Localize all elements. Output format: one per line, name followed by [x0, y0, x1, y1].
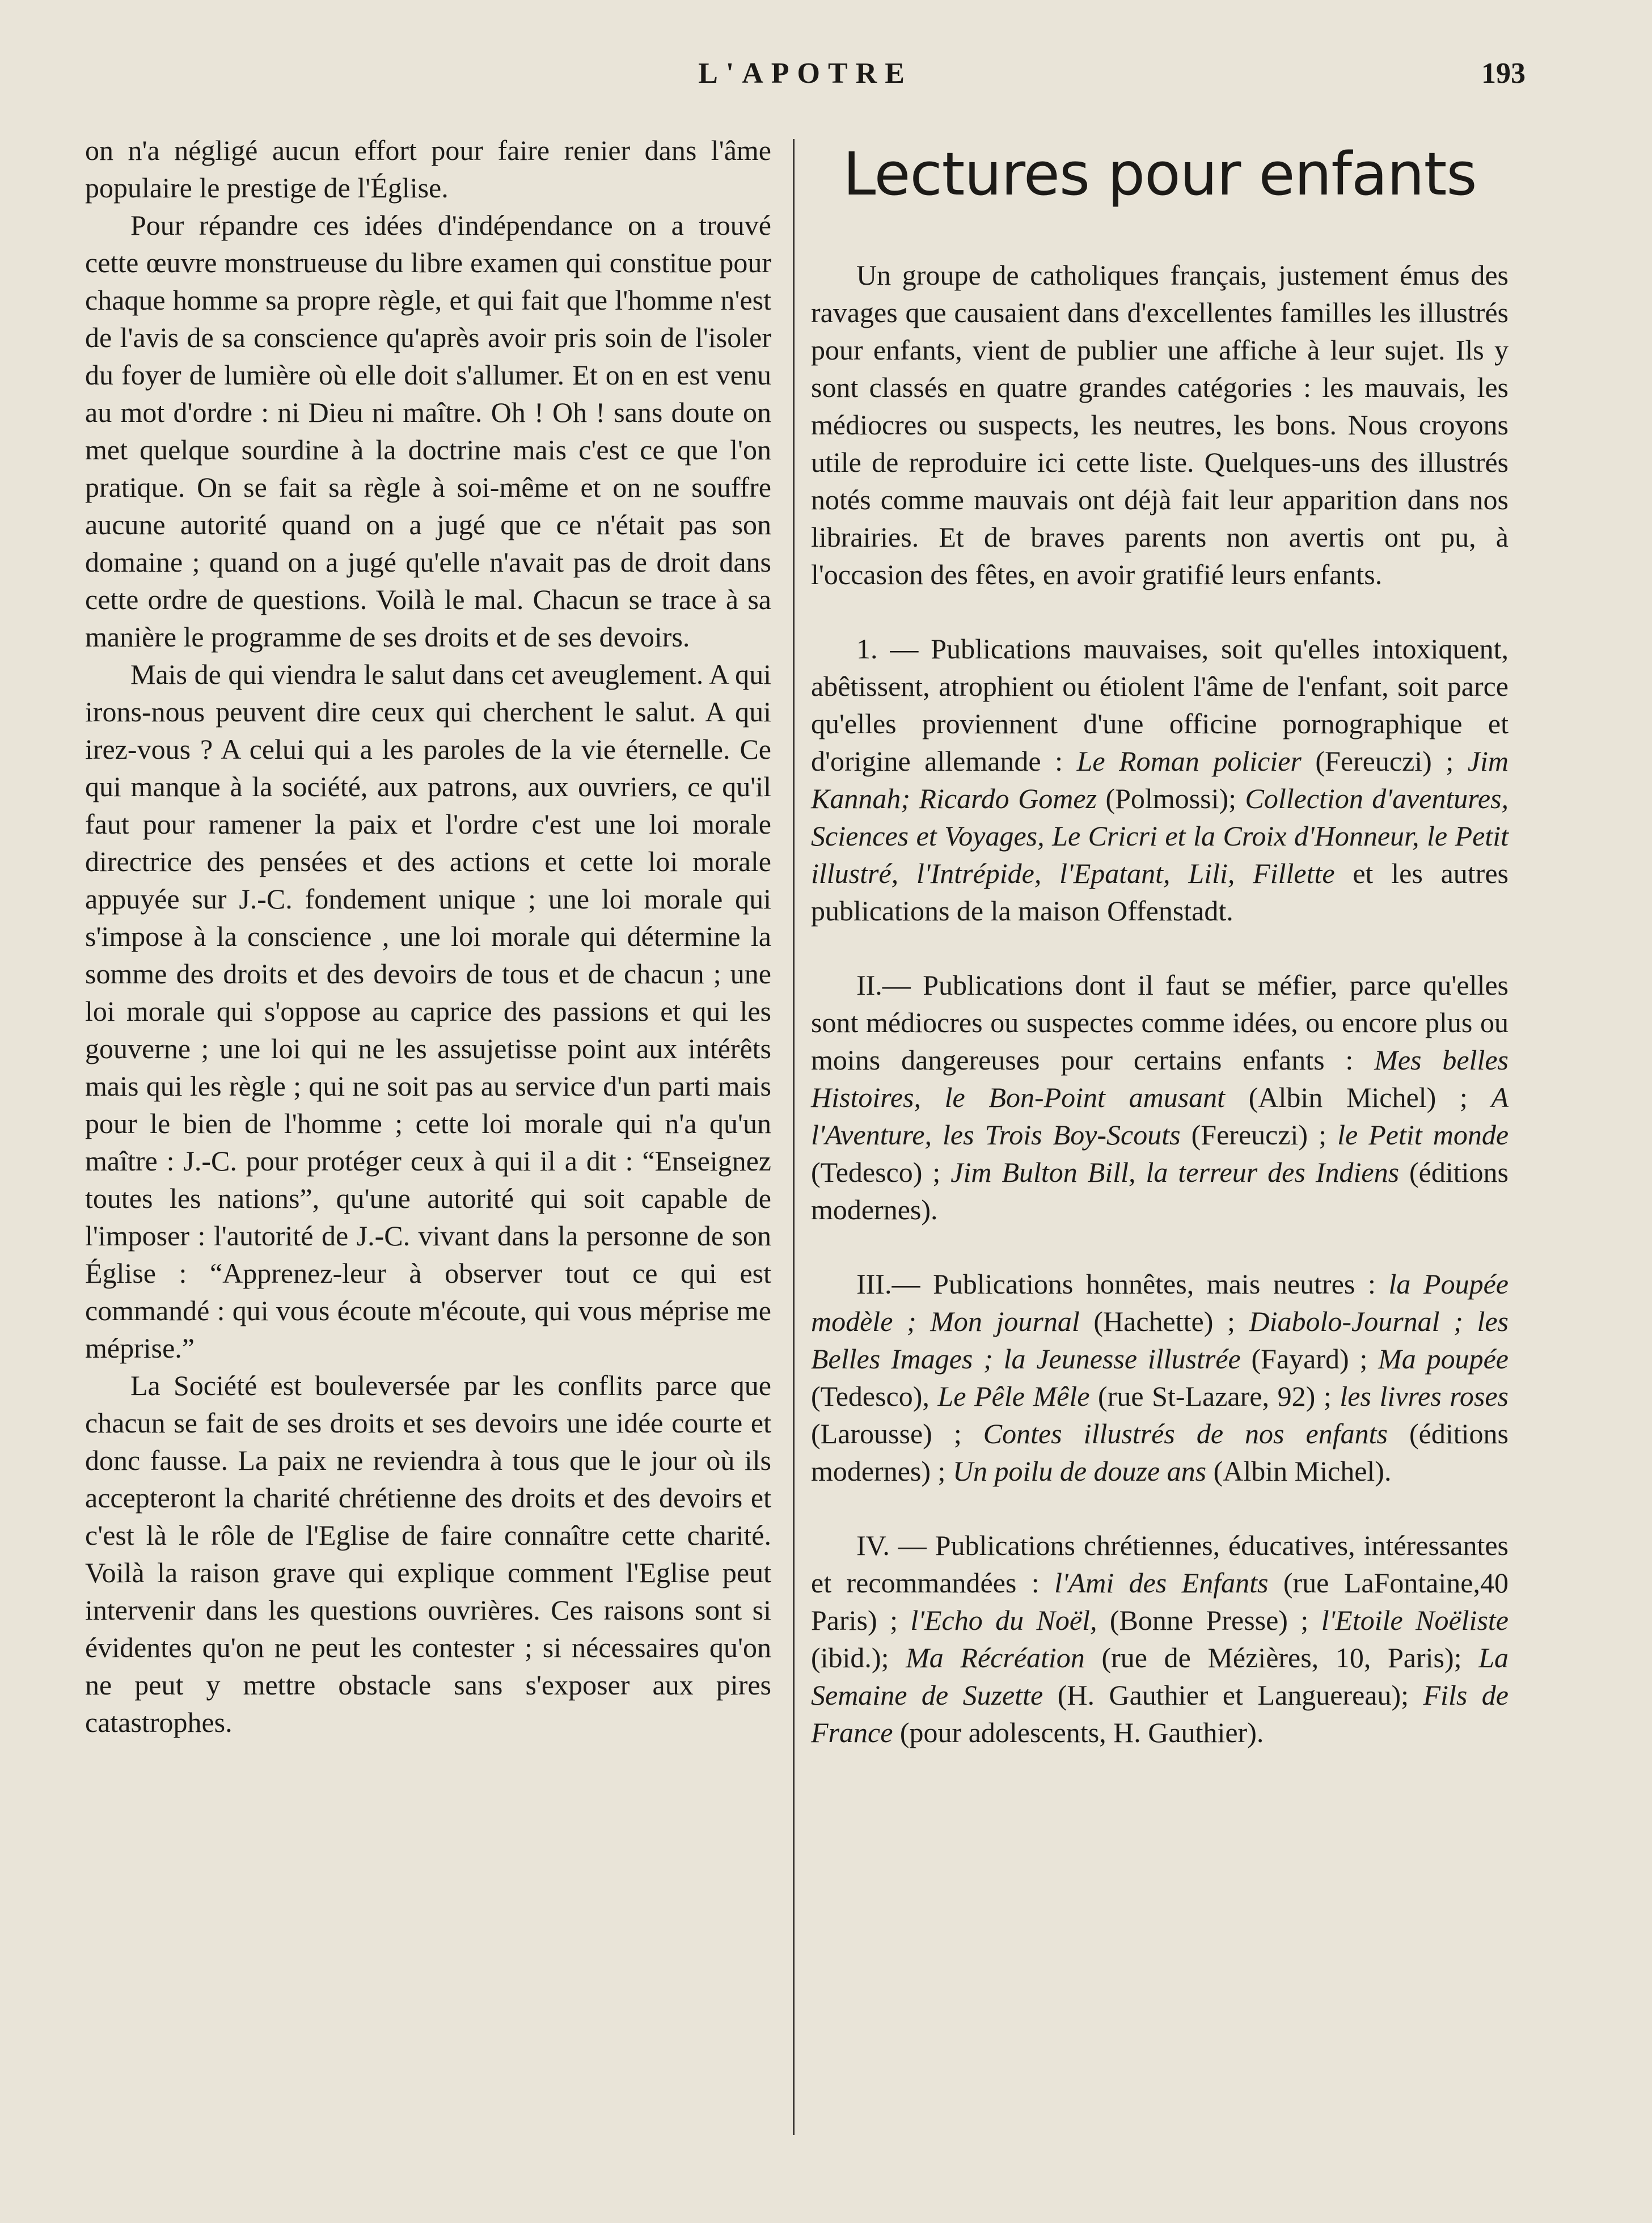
publication-title: l'Ami des Enfants	[1054, 1567, 1269, 1599]
publication-title: Diabolo-Journal ; les Belles Images ; la Jeunesse illustrée	[811, 1305, 1509, 1375]
publication-note: (éditions modernes).	[811, 1156, 1509, 1225]
publication-note: (Polmossi);	[1097, 783, 1245, 814]
publication-title: l'Echo du Noël,	[910, 1604, 1097, 1636]
article-intro: Un groupe de catholiques français, justement émus des ravages que causaient dans d'excellentes familles les illustrés pour enfants, vient de publier une affiche à leur sujet. Ils y sont classés en quatre grandes catégories : les mauvais, les médiocres ou suspects, les neutres, les bons. Nous croyons utile de reproduire ici cette liste. Quelques-uns des illustrés notés comme mauvais ont déjà fait leur apparition dans nos librairies. Et de braves parents non avertis ont pu, à l'occasion des fêtes, en avoir gratifié leurs enfants.	[811, 259, 1509, 590]
publication-note: (Hachette) ;	[1079, 1305, 1249, 1337]
left-paragraph: La Société est bouleversée par les conflits parce que chacun se fait de ses droits et ses devoirs une idée courte et donc fausse. La paix ne reviendra à tous que le jour où ils accepteront la charité chrétienne des droits et des devoirs et c'est là le rôle de l'Eglise de faire connaître cette charité. Voilà la raison grave qui explique comment l'Eglise peut intervenir dans les questions ouvrières. Ces raisons sont si évidentes qu'on ne peut les contester ; si nécessaires qu'on ne peut y mettre obstacle sans s'exposer aux pires catastrophes.	[85, 1370, 771, 1738]
publication-note: (rue LaFontaine,40 Paris) ;	[811, 1567, 1509, 1636]
publication-title: Ma Récréation	[906, 1642, 1085, 1673]
publication-note: (Fereuczi) ;	[1301, 745, 1468, 777]
left-column	[85, 132, 771, 2132]
publication-title: Jim Bulton Bill, la terreur des Indiens	[950, 1156, 1400, 1188]
publication-title: les livres roses	[1340, 1380, 1509, 1412]
publication-note: (Larousse) ;	[811, 1418, 983, 1449]
publication-note: (Tedesco),	[811, 1380, 938, 1412]
publication-title: Le Roman policier	[1076, 745, 1302, 777]
publication-title: Un poilu de douze ans	[952, 1455, 1207, 1487]
publication-note: (éditions modernes) ;	[811, 1418, 1509, 1487]
category-lead: III.— Publications honnêtes, mais neutres :	[856, 1268, 1389, 1300]
category-paragraph	[811, 630, 1509, 929]
publication-note: (rue de Mézières, 10, Paris);	[1084, 1642, 1479, 1673]
publication-title: A l'Aventure, les Trois Boy-Scouts	[811, 1081, 1509, 1151]
publication-note: (Albin Michel).	[1206, 1455, 1392, 1487]
publication-title: la Poupée modèle ; Mon journal	[811, 1268, 1509, 1337]
publication-title: Ma poupée	[1378, 1343, 1509, 1375]
column-divider	[793, 139, 795, 2135]
publication-title: Collection d'aventures, Sciences et Voyages, Le Cricri et la Croix d'Honneur, le Petit illustré, l'Intrépide, l'Epatant, Lili, Fillette	[811, 783, 1509, 889]
publication-title: Contes illustrés de nos enfants	[983, 1418, 1388, 1449]
category-list	[811, 630, 1509, 1751]
left-paragraph: Mais de qui viendra le salut dans cet aveuglement. A qui irons-nous peuvent dire ceux qui cherchent le salut. A qui irez-vous ? A celui qui a les paroles de la vie éternelle. Ce qui manque à la société, aux patrons, aux ouvriers, ce qu'il faut pour ramener la paix et l'ordre c'est une loi morale directrice des pensées et des actions et cette loi morale appuyée sur J.-C. fondement unique ; une loi morale qui s'impose à la conscience , une loi morale qui détermine la somme des droits et des devoirs de tous et de chacun ; une loi morale qui s'oppose au caprice des passions et qui les gouverne ; une loi qui ne les assujetisse point aux intérêts mais qui les règle ; qui ne soit pas au service d'un parti mais pour le bien de l'homme ; cette loi morale qui n'a qu'un maître : J.-C. pour protéger ceux à qui il a dit : “Enseignez toutes les nations”, qu'une autorité qui soit capable de l'imposer : l'autorité de J.-C. vivant dans la personne de son Église : “Apprenez-leur à observer tout ce qui est commandé : qui vous écoute m'écoute, qui vous méprise me méprise.”	[85, 658, 771, 1364]
article-title: Lectures pour enfants	[843, 140, 1477, 209]
category-paragraph	[811, 966, 1509, 1228]
page-number: 193	[1481, 57, 1526, 90]
publication-note: (pour adolescents, H. Gauthier).	[893, 1717, 1264, 1748]
publication-note: (Bonne Presse) ;	[1097, 1604, 1321, 1636]
publication-note: (Albin Michel) ;	[1225, 1081, 1492, 1113]
category-lead: IV. — Publications chrétiennes, éducatives, intéressantes et recommandées :	[811, 1529, 1509, 1599]
publication-title: Mes belles Histoires, le Bon-Point amusant	[811, 1044, 1509, 1113]
category-paragraph	[811, 1527, 1509, 1751]
publication-note: (ibid.);	[811, 1642, 906, 1673]
publication-note: (Fayard) ;	[1240, 1343, 1379, 1375]
publication-title: Fils de France	[811, 1679, 1509, 1748]
publication-note: (Fereuczi) ;	[1180, 1119, 1338, 1151]
left-paragraph: on n'a négligé aucun effort pour faire renier dans l'âme populaire le prestige de l'Église.	[85, 134, 771, 204]
publication-note: (Tedesco) ;	[811, 1156, 951, 1188]
publication-note: et les autres publications de la maison Offenstadt.	[811, 857, 1509, 927]
publication-title: La Semaine de Suzette	[811, 1642, 1509, 1711]
publication-title: Jim Kannah; Ricardo Gomez	[811, 745, 1509, 814]
publication-note: (rue St-Lazare, 92) ;	[1089, 1380, 1340, 1412]
right-column	[811, 132, 1509, 2132]
left-paragraph: Pour répandre ces idées d'indépendance on a trouvé cette œuvre monstrueuse du libre examen qui constitue pour chaque homme sa propre règle, et qui fait que l'homme n'est de l'avis de sa conscience qu'après avoir pris soin de l'isoler du foyer de lumière où elle doit s'allumer. Et on en est venu au mot d'ordre : ni Dieu ni maître. Oh ! Oh ! sans doute on met quelque sourdine à la doctrine mais c'est ce que l'on pratique. On se fait sa règle à soi-même et on ne souffre aucune autorité quand on a jugé que ce n'était pas son domaine ; quand on a jugé qu'elle n'avait pas de droit dans cette ordre de questions. Voilà le mal. Chacun se trace à sa manière le programme de ses droits et de ses devoirs.	[85, 209, 771, 653]
publication-note: (H. Gauthier et Languereau);	[1043, 1679, 1423, 1711]
running-title: L'APOTRE	[698, 57, 912, 90]
page-header	[85, 57, 1526, 96]
publication-title: l'Etoile Noëliste	[1321, 1604, 1509, 1636]
category-paragraph	[811, 1265, 1509, 1490]
category-lead: II.— Publications dont il faut se méfier, parce qu'elles sont médiocres ou suspectes comme idées, ou encore plus ou moins dangereuses pour certains enfants :	[811, 969, 1509, 1076]
publication-title: le Petit monde	[1337, 1119, 1509, 1151]
category-lead: 1. — Publications mauvaises, soit qu'elles intoxiquent, abêtissent, atrophient ou étiolent l'âme de l'enfant, soit parce qu'elles proviennent d'une officine pornographique et d'origine allemande :	[811, 633, 1509, 777]
publication-title: Le Pêle Mêle	[937, 1380, 1090, 1412]
